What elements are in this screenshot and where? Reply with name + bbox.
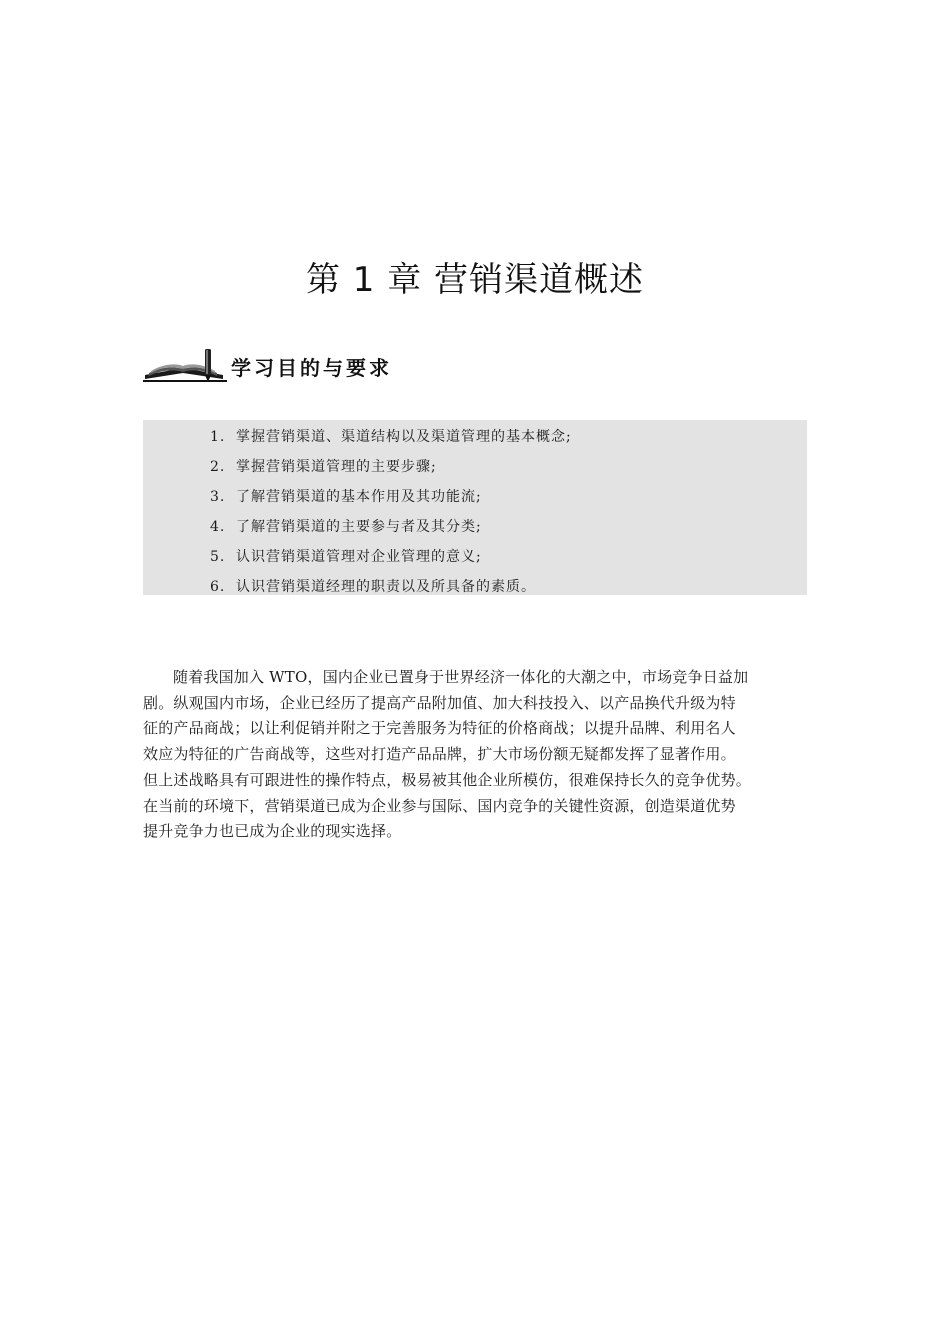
chapter-title: 第 1 章 营销渠道概述 (305, 260, 645, 300)
objective-number: 3. (210, 489, 226, 505)
objective-number: 5. (210, 549, 226, 565)
objective-item (143, 452, 807, 482)
objective-item (143, 482, 807, 512)
body-line: 随着我国加入 WTO，国内企业已置身于世界经济一体化的大潮之中，市场竞争日益加 (173, 668, 749, 686)
body-line: 剧。纵观国内市场，企业已经历了提高产品附加值、加大科技投入、以产品换代升级为特 (143, 693, 736, 712)
objectives-box (143, 420, 807, 595)
objective-text: 了解营销渠道的基本作用及其功能流; (236, 489, 482, 505)
objective-number: 4. (210, 519, 226, 535)
objective-item (143, 572, 807, 602)
objective-text: 认识营销渠道管理对企业管理的意义; (236, 549, 482, 565)
objective-item (143, 422, 807, 452)
book-pen-icon (143, 346, 227, 386)
body-line: 提升竞争力也已成为企业的现实选择。 (143, 822, 402, 841)
section-title: 学习目的与要求 (231, 355, 392, 380)
body-paragraph (143, 665, 811, 845)
body-line: 但上述战略具有可跟进性的操作特点，极易被其他企业所模仿，很难保持长久的竞争优势。 (143, 770, 752, 789)
body-line: 效应为特征的广告商战等，这些对打造产品品牌，扩大市场份额无疑都发挥了显著作用。 (143, 745, 736, 764)
objective-item (143, 542, 807, 572)
objective-text: 掌握营销渠道管理的主要步骤; (236, 459, 437, 475)
objective-text: 了解营销渠道的主要参与者及其分类; (236, 519, 482, 535)
body-line: 征的产品商战；以让利促销并附之于完善服务为特征的价格商战；以提升品牌、利用名人 (143, 719, 736, 738)
objective-number: 1. (210, 429, 226, 445)
objective-number: 6. (210, 579, 226, 595)
objective-text: 掌握营销渠道、渠道结构以及渠道管理的基本概念; (236, 429, 572, 445)
section-heading (143, 344, 392, 388)
body-line: 在当前的环境下，营销渠道已成为企业参与国际、国内竞争的关键性资源，创造渠道优势 (143, 796, 736, 815)
objective-number: 2. (210, 459, 226, 475)
objective-text: 认识营销渠道经理的职责以及所具备的素质。 (236, 579, 536, 595)
objective-item (143, 512, 807, 542)
